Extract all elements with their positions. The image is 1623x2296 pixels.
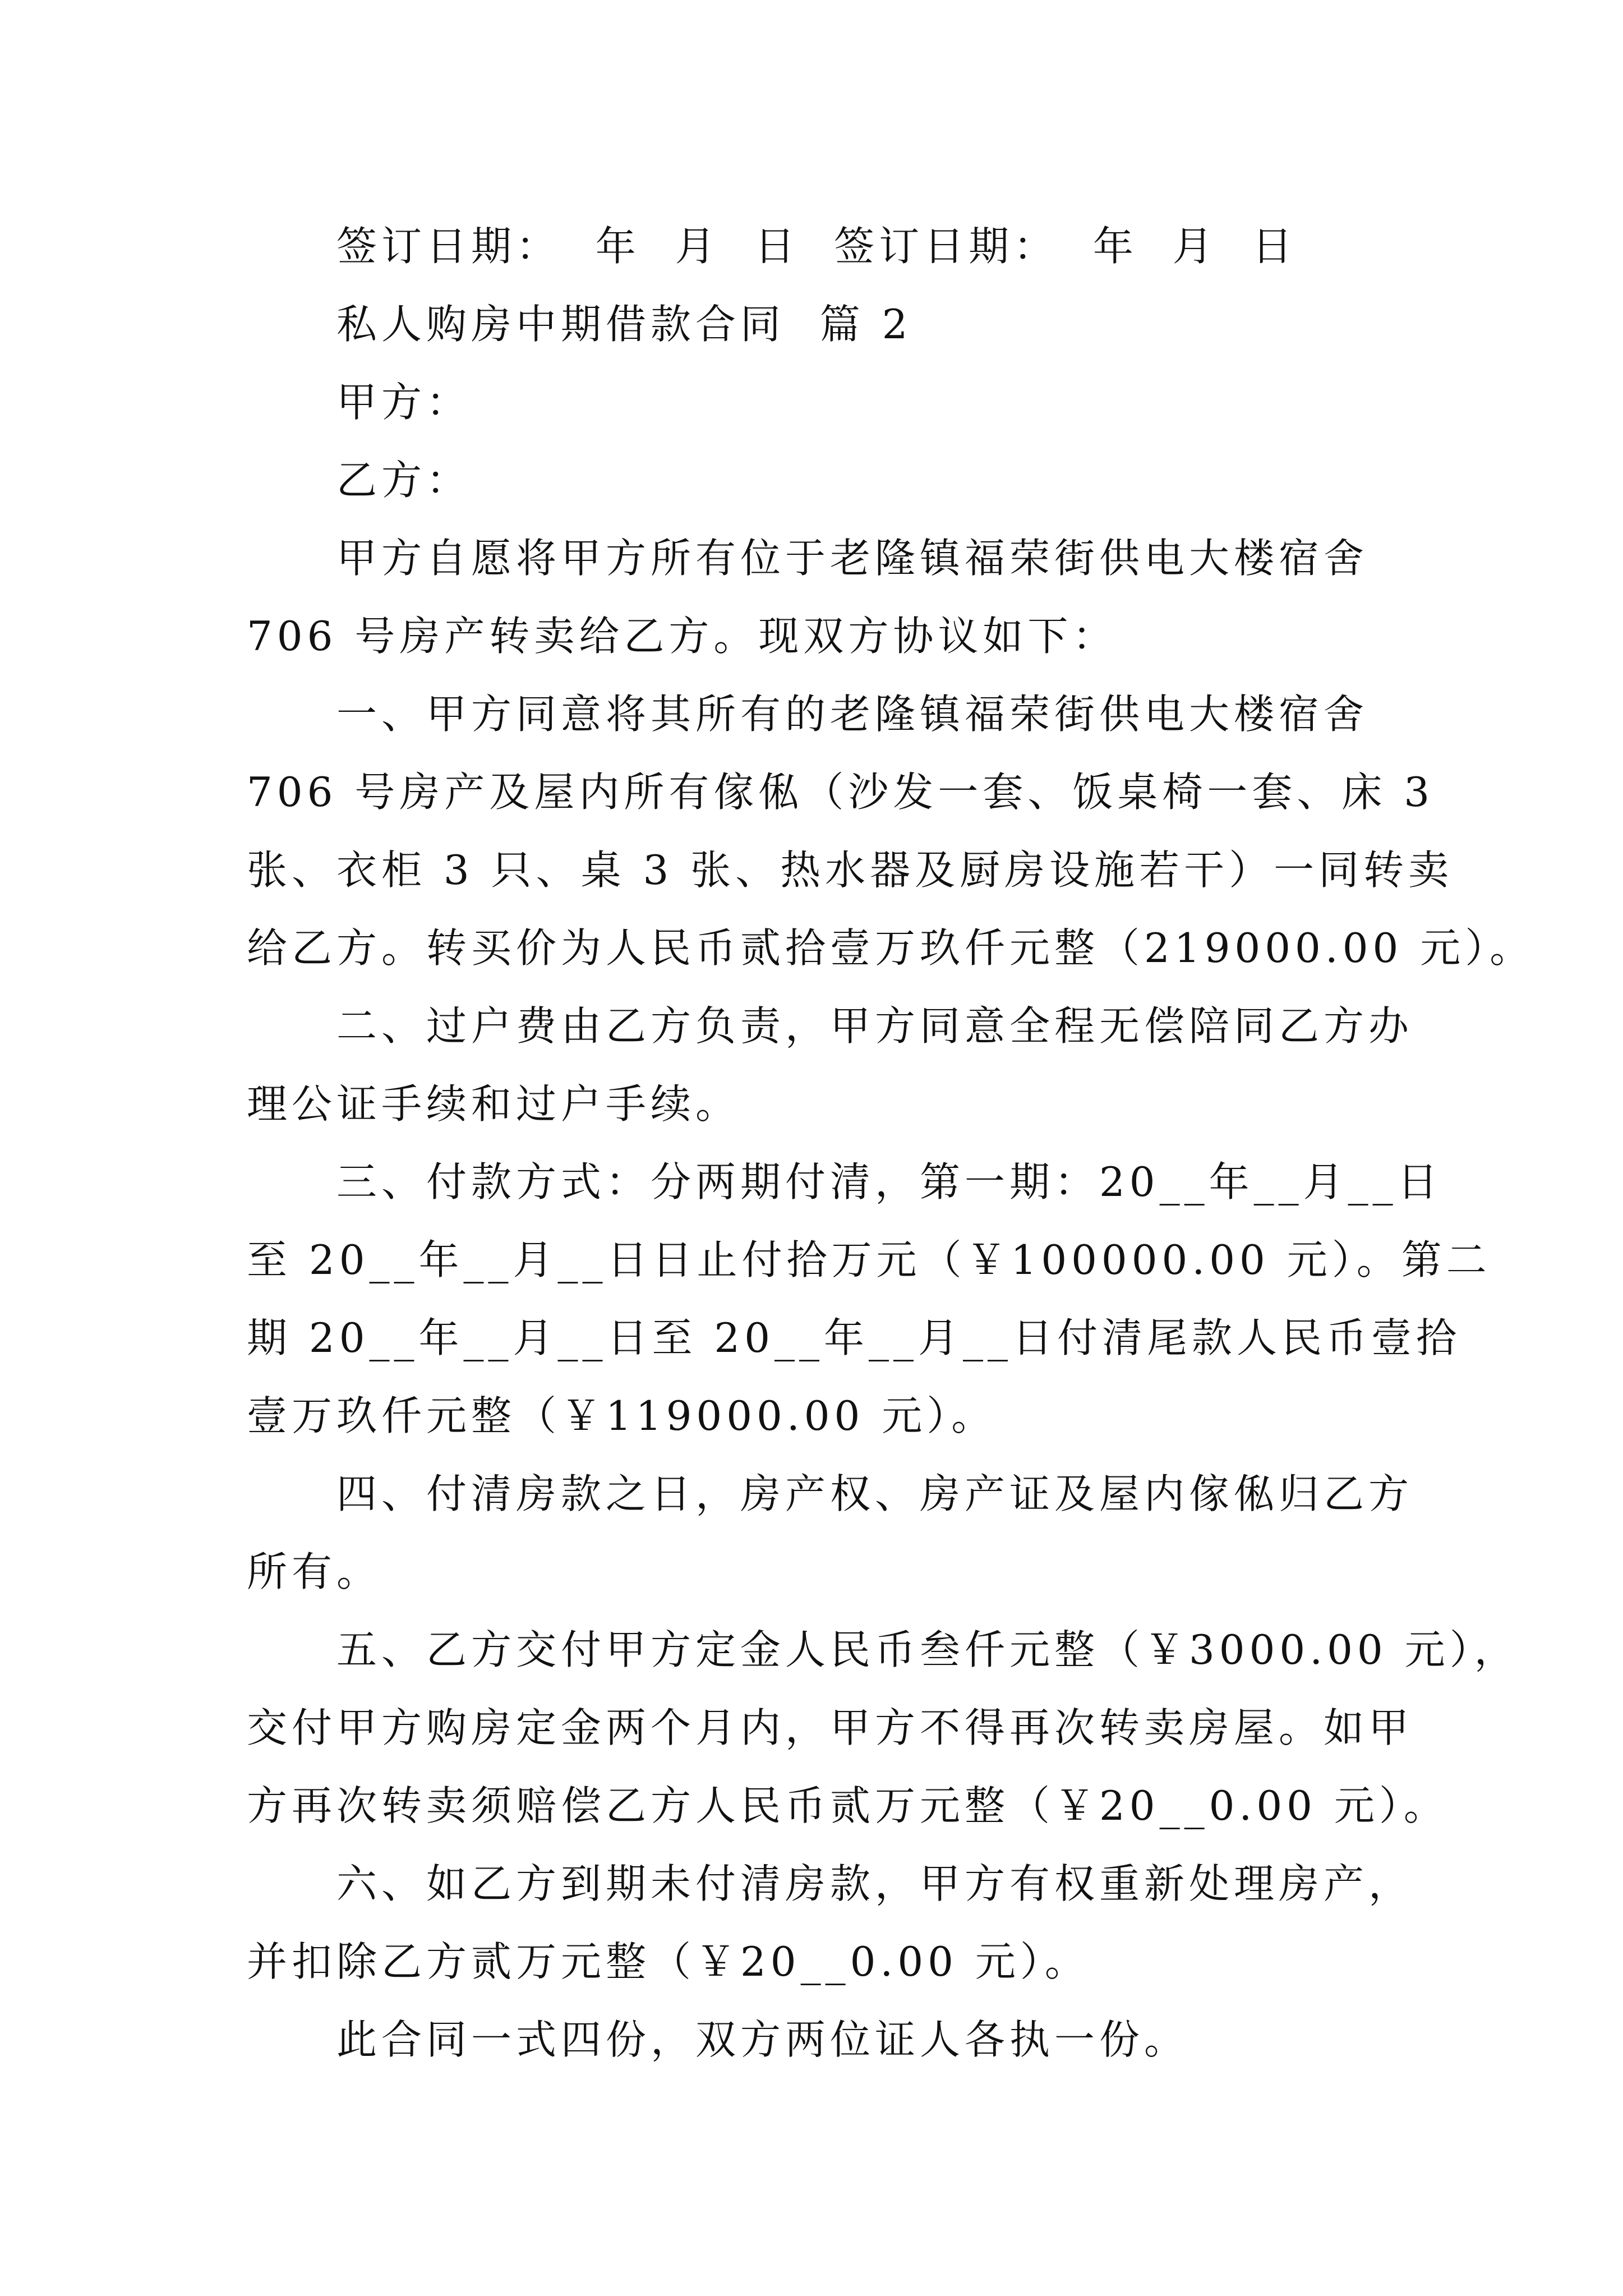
clause-3-line: 三、付款方式：分两期付清，第一期：20__年__月__日 bbox=[336, 1158, 1442, 1205]
clause-5-line: 交付甲方购房定金两个月内，甲方不得再次转卖房屋。如甲 bbox=[247, 1704, 1414, 1751]
clause-4-line: 所有。 bbox=[247, 1548, 382, 1595]
party-b-line: 乙方： bbox=[336, 457, 472, 504]
section-title: 私人购房中期借款合同 篇 2 bbox=[336, 301, 912, 348]
clause-5-line: 方再次转卖须赔偿乙方人民币贰万元整（￥20__0.00 元）。 bbox=[247, 1782, 1449, 1829]
clause-2-line: 理公证手续和过户手续。 bbox=[247, 1080, 741, 1128]
clause-1-line: 706 号房产及屋内所有傢俬（沙发一套、饭桌椅一套、床 3 bbox=[247, 769, 1435, 816]
clause-1-line: 一、甲方同意将其所有的老隆镇福荣街供电大楼宿舍 bbox=[336, 691, 1369, 738]
paragraph-line: 706 号房产转卖给乙方。现双方协议如下： bbox=[247, 613, 1118, 660]
clause-5-line: 五、乙方交付甲方定金人民币叁仟元整（￥3000.00 元）， bbox=[336, 1626, 1519, 1673]
closing-line: 此合同一式四份，双方两位证人各执一份。 bbox=[336, 2016, 1189, 2063]
clause-3-line: 壹万玖仟元整（￥119000.00 元）。 bbox=[247, 1392, 997, 1439]
clause-1-line: 给乙方。转买价为人民币贰拾壹万玖仟元整（219000.00 元）。 bbox=[247, 924, 1535, 972]
clause-6-line: 六、如乙方到期未付清房款，甲方有权重新处理房产， bbox=[336, 1860, 1414, 1907]
clause-3-line: 期 20__年__月__日至 20__年__月__日付清尾款人民币壹拾 bbox=[247, 1314, 1461, 1361]
signing-date-line: 签订日期： 年 月 日 签订日期： 年 月 日 bbox=[336, 223, 1297, 270]
clause-6-line: 并扣除乙方贰万元整（￥20__0.00 元）。 bbox=[247, 1938, 1090, 1985]
clause-3-line: 至 20__年__月__日日止付拾万元（￥100000.00 元）。第二 bbox=[247, 1236, 1491, 1283]
clause-1-line: 张、衣柜 3 只、桌 3 张、热水器及厨房设施若干）一同转卖 bbox=[247, 846, 1454, 894]
clause-4-line: 四、付清房款之日，房产权、房产证及屋内傢俬归乙方 bbox=[336, 1470, 1414, 1517]
paragraph-line: 甲方自愿将甲方所有位于老隆镇福荣街供电大楼宿舍 bbox=[336, 535, 1369, 582]
clause-2-line: 二、过户费由乙方负责，甲方同意全程无偿陪同乙方办 bbox=[336, 1002, 1414, 1050]
party-a-line: 甲方： bbox=[336, 379, 472, 426]
document-body bbox=[247, 208, 1535, 2079]
